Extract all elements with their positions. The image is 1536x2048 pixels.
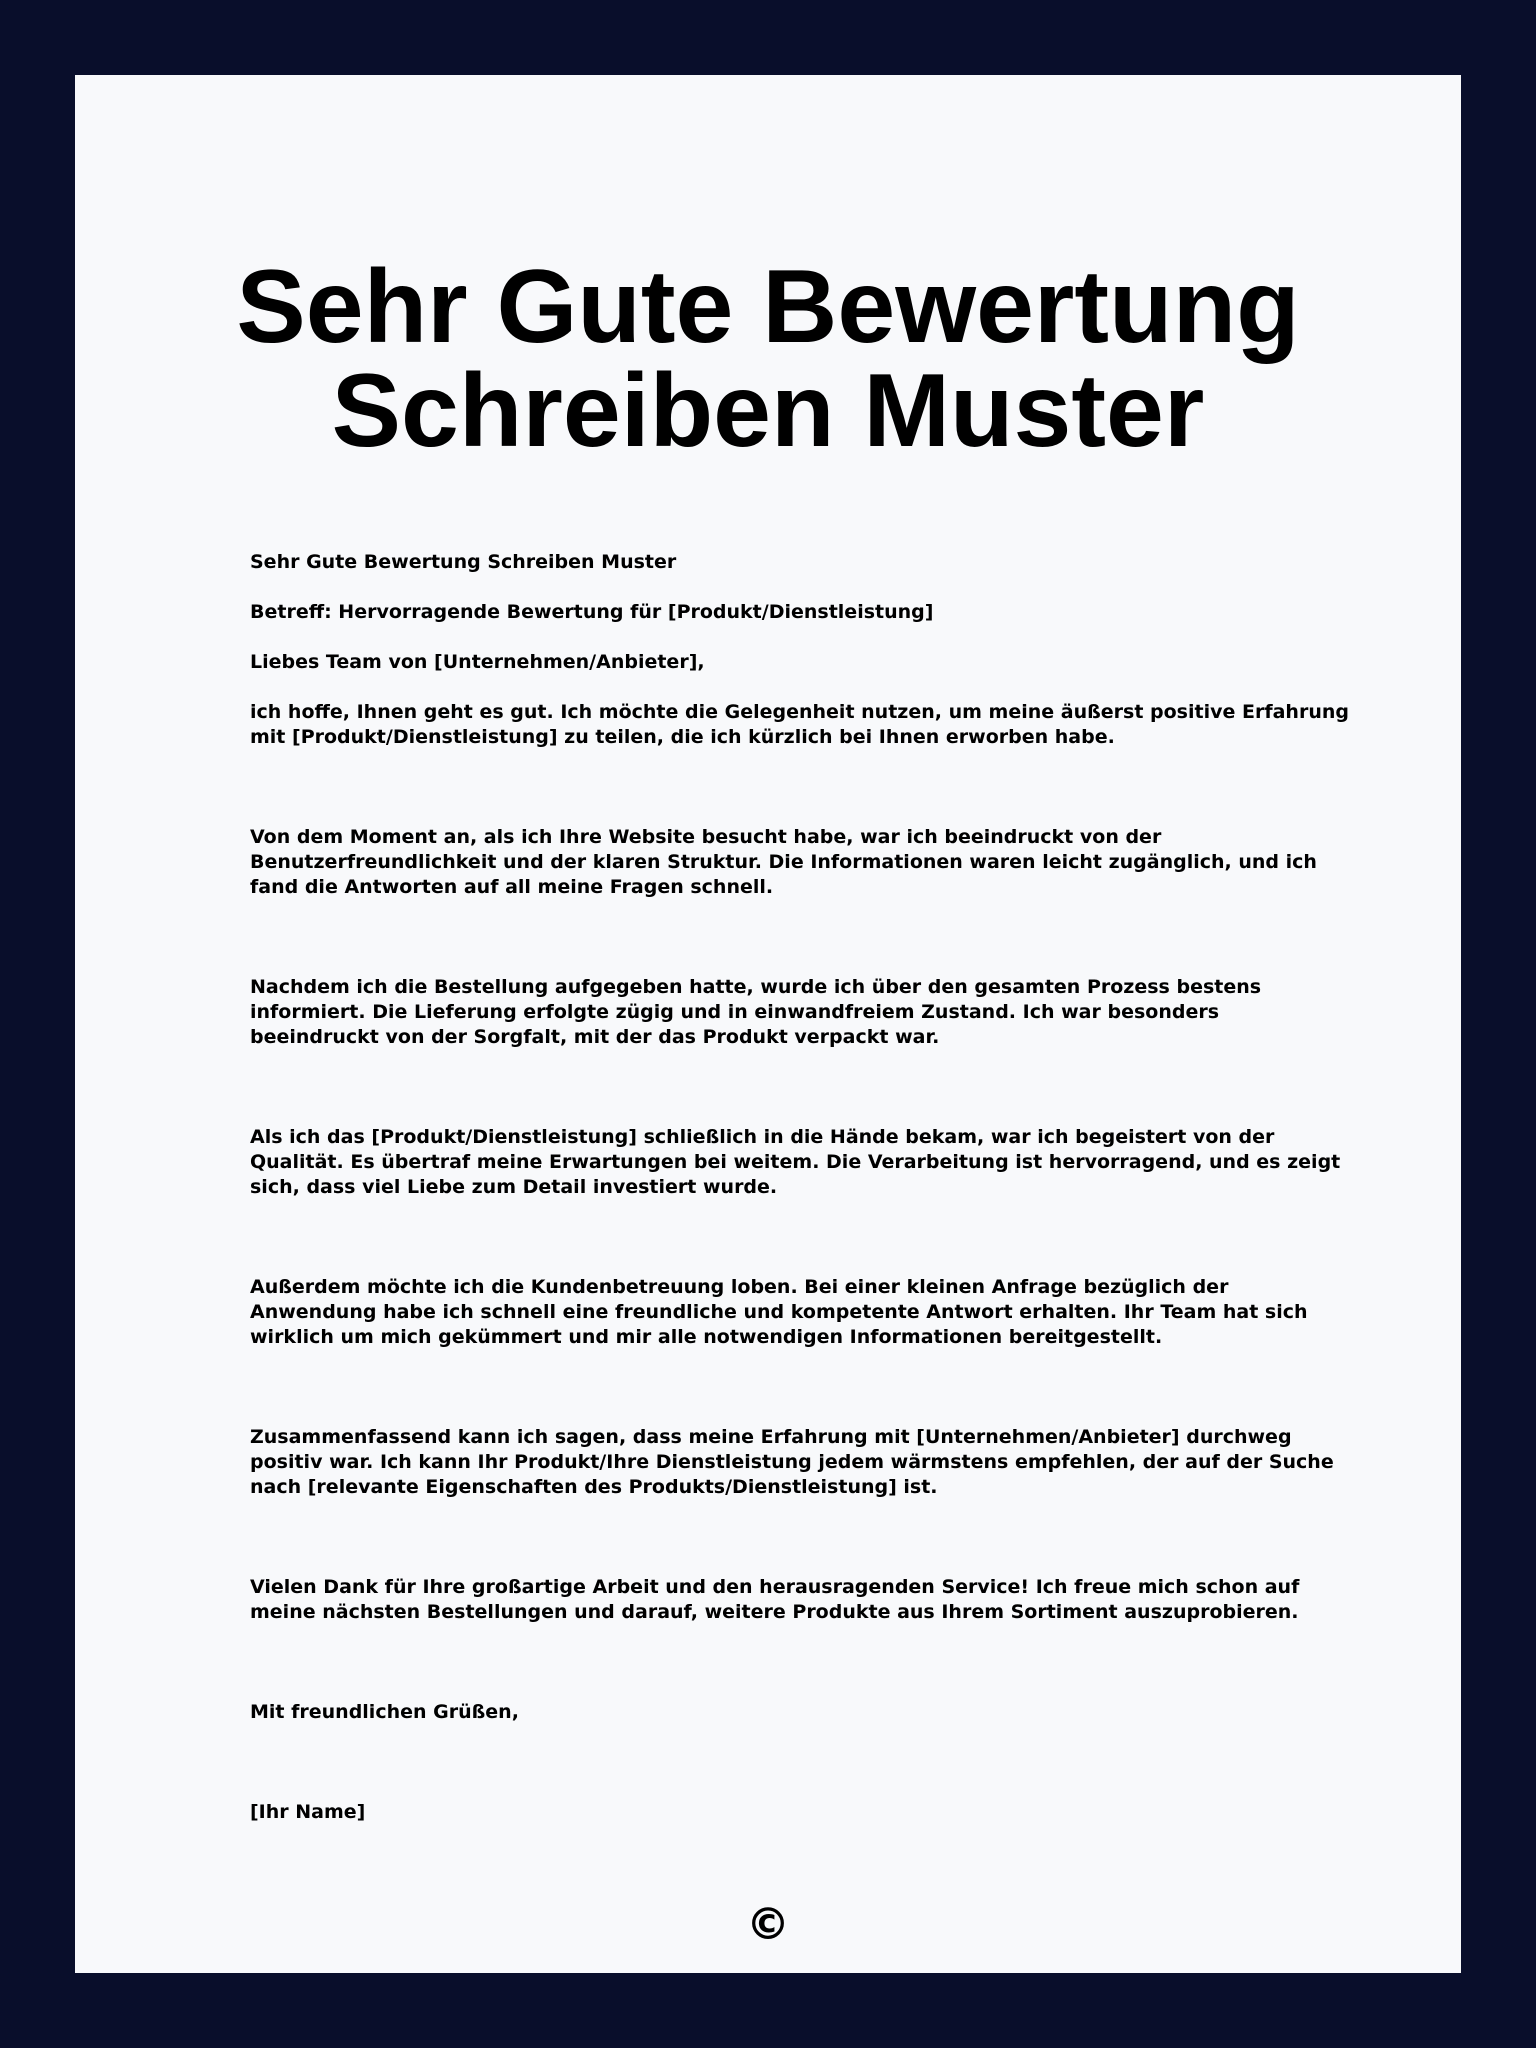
- letter-paragraph-4: Als ich das [Produkt/Dienstleistung] schließlich in die Hände bekam, war ich begeistert von der Qualität. Es übertraf meine Erwartungen bei weitem. Die Verarbeitung ist hervorragend, und es zeigt sich, dass viel Liebe zum Detail investiert wurde.: [250, 1126, 1341, 1198]
- letter-paragraph-6: Zusammenfassend kann ich sagen, dass meine Erfahrung mit [Unternehmen/Anbieter] durchweg positiv war. Ich kann Ihr Produkt/Ihre Dienstleistung jedem wärmstens empfehlen, der auf der Suche nach [relevante Eigenschaften des Produkts/Dienstleistung] ist.: [250, 1426, 1334, 1498]
- document-page: [75, 75, 1461, 1973]
- letter-paragraph-3: Nachdem ich die Bestellung aufgegeben hatte, wurde ich über den gesamten Prozess bestens informiert. Die Lieferung erfolgte zügig und in einwandfreiem Zustand. Ich war besonders beeindruckt von der Sorgfalt, mit der das Produkt verpackt war.: [250, 976, 1262, 1048]
- letter-heading: Sehr Gute Bewertung Schreiben Muster: [250, 551, 677, 573]
- page-title: [75, 249, 1461, 469]
- letter-signature: [Ihr Name]: [250, 1801, 366, 1823]
- letter-paragraph-7: Vielen Dank für Ihre großartige Arbeit und den herausragenden Service! Ich freue mich schon auf meine nächsten Bestellungen und darauf, weitere Produkte aus Ihrem Sortiment auszuprobieren.: [250, 1576, 1300, 1623]
- letter-paragraph-2: Von dem Moment an, als ich Ihre Website besucht habe, war ich beeindruckt von der Benutzerfreundlichkeit und der klaren Struktur. Die Informationen waren leicht zugänglich, und ich fand die Antworten auf all meine Fragen schnell.: [250, 826, 1317, 898]
- letter-body: [250, 550, 1350, 1825]
- page-title-line-2: Schreiben Muster: [331, 353, 1205, 469]
- letter-paragraph-5: Außerdem möchte ich die Kundenbetreuung loben. Bei einer kleinen Anfrage bezüglich der Anwendung habe ich schnell eine freundliche und kompetente Antwort erhalten. Ihr Team hat sich wirklich um mich gekümmert und mir alle notwendigen Informationen bereitgestellt.: [250, 1276, 1308, 1348]
- page-title-line-1: Sehr Gute Bewertung: [236, 249, 1300, 365]
- letter-paragraph-1: ich hoffe, Ihnen geht es gut. Ich möchte die Gelegenheit nutzen, um meine äußerst positive Erfahrung mit [Produkt/Dienstleistung] zu teilen, die ich kürzlich bei Ihnen erworben habe.: [250, 701, 1349, 748]
- copyright-icon: ©: [746, 1899, 790, 1950]
- letter-salutation: Liebes Team von [Unternehmen/Anbieter],: [250, 651, 705, 673]
- letter-subject: Betreff: Hervorragende Bewertung für [Produkt/Dienstleistung]: [250, 601, 934, 623]
- letter-closing: Mit freundlichen Grüßen,: [250, 1701, 519, 1723]
